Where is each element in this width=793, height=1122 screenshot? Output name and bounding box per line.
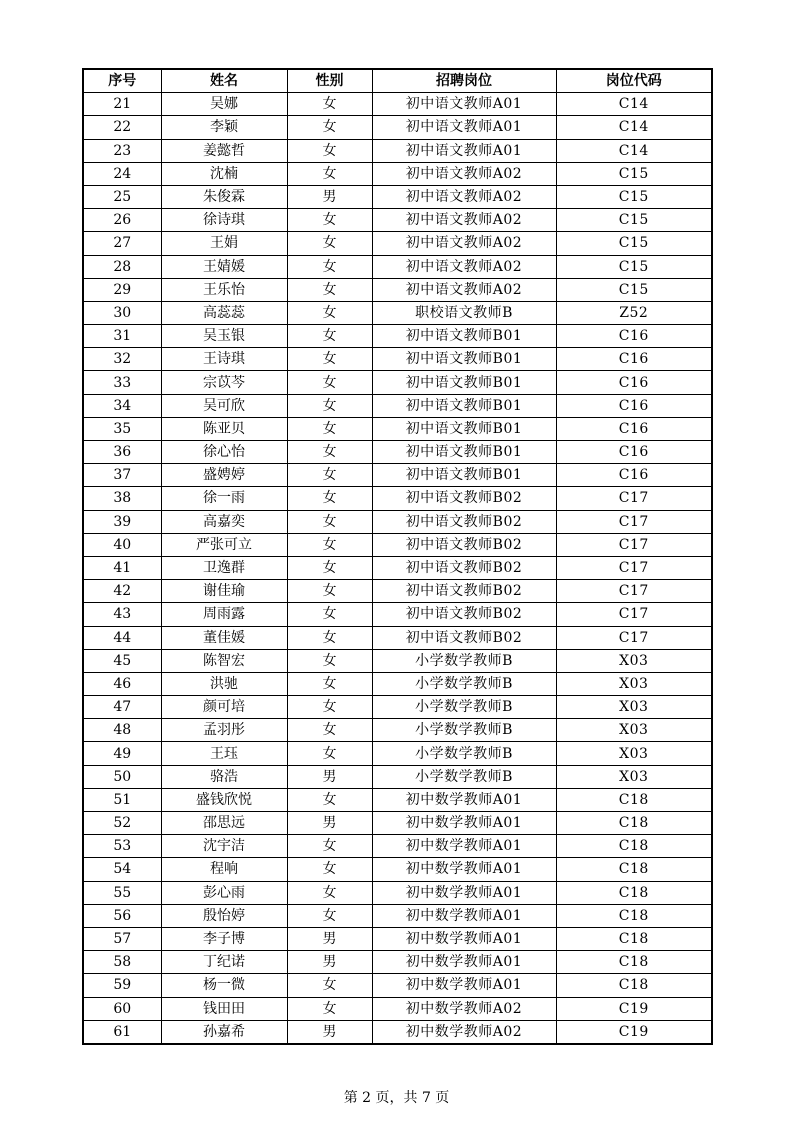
position-code-cell: C15: [556, 232, 712, 255]
position-code-cell: C14: [556, 139, 712, 162]
serial-number-cell: 47: [83, 696, 161, 719]
name-cell: 董佳媛: [161, 626, 287, 649]
position-cell: 初中语文教师A02: [372, 255, 556, 278]
gender-cell: 女: [287, 858, 372, 881]
position-code-cell: C18: [556, 858, 712, 881]
name-cell: 颜可培: [161, 696, 287, 719]
table-row: [83, 93, 712, 116]
position-code-cell: C15: [556, 255, 712, 278]
table-row: [83, 116, 712, 139]
table-row: [83, 603, 712, 626]
position-code-cell: X03: [556, 765, 712, 788]
position-cell: 初中语文教师B01: [372, 348, 556, 371]
gender-cell: 女: [287, 580, 372, 603]
header-serial-number: 序号: [83, 69, 161, 93]
position-cell: 初中语文教师A02: [372, 162, 556, 185]
serial-number-cell: 35: [83, 417, 161, 440]
serial-number-cell: 56: [83, 904, 161, 927]
position-cell: 初中语文教师B02: [372, 603, 556, 626]
name-cell: 吴玉银: [161, 325, 287, 348]
position-code-cell: C15: [556, 278, 712, 301]
name-cell: 沈宇洁: [161, 835, 287, 858]
position-code-cell: C14: [556, 93, 712, 116]
gender-cell: 女: [287, 255, 372, 278]
position-code-cell: C14: [556, 116, 712, 139]
name-cell: 宗苡芩: [161, 371, 287, 394]
position-code-cell: C17: [556, 556, 712, 579]
table-row: [83, 904, 712, 927]
table-body: [83, 93, 712, 1044]
serial-number-cell: 41: [83, 556, 161, 579]
position-code-cell: C16: [556, 371, 712, 394]
name-cell: 高蕊蕊: [161, 301, 287, 324]
position-cell: 初中语文教师A01: [372, 116, 556, 139]
position-code-cell: C19: [556, 1020, 712, 1044]
name-cell: 周雨露: [161, 603, 287, 626]
table-row: [83, 997, 712, 1020]
page-number-footer: 第 2 页，共 7 页: [343, 1090, 450, 1106]
position-code-cell: C17: [556, 626, 712, 649]
table-row: [83, 696, 712, 719]
position-cell: 初中数学教师A01: [372, 835, 556, 858]
position-cell: 初中语文教师A01: [372, 93, 556, 116]
table-row: [83, 672, 712, 695]
table-row: [83, 394, 712, 417]
serial-number-cell: 24: [83, 162, 161, 185]
candidate-table: [82, 68, 713, 1045]
position-code-cell: C16: [556, 325, 712, 348]
table-row: [83, 162, 712, 185]
gender-cell: 女: [287, 533, 372, 556]
serial-number-cell: 46: [83, 672, 161, 695]
table-row: [83, 835, 712, 858]
table-row: [83, 788, 712, 811]
table-row: [83, 742, 712, 765]
table-row: [83, 812, 712, 835]
position-cell: 初中语文教师B01: [372, 417, 556, 440]
position-code-cell: C17: [556, 487, 712, 510]
position-code-cell: C18: [556, 927, 712, 950]
name-cell: 徐诗琪: [161, 209, 287, 232]
name-cell: 谢佳瑜: [161, 580, 287, 603]
gender-cell: 女: [287, 417, 372, 440]
table-row: [83, 371, 712, 394]
table-row: [83, 580, 712, 603]
position-cell: 小学数学教师B: [372, 672, 556, 695]
gender-cell: 女: [287, 93, 372, 116]
serial-number-cell: 58: [83, 951, 161, 974]
gender-cell: 女: [287, 881, 372, 904]
name-cell: 徐一雨: [161, 487, 287, 510]
serial-number-cell: 55: [83, 881, 161, 904]
name-cell: 王诗琪: [161, 348, 287, 371]
gender-cell: 女: [287, 348, 372, 371]
name-cell: 吴可欣: [161, 394, 287, 417]
serial-number-cell: 21: [83, 93, 161, 116]
gender-cell: 女: [287, 603, 372, 626]
gender-cell: 女: [287, 162, 372, 185]
table-row: [83, 441, 712, 464]
position-cell: 小学数学教师B: [372, 649, 556, 672]
position-code-cell: X03: [556, 742, 712, 765]
gender-cell: 女: [287, 487, 372, 510]
position-cell: 小学数学教师B: [372, 742, 556, 765]
header-name: 姓名: [161, 69, 287, 93]
gender-cell: 女: [287, 464, 372, 487]
serial-number-cell: 51: [83, 788, 161, 811]
position-cell: 初中数学教师A01: [372, 904, 556, 927]
table-row: [83, 556, 712, 579]
name-cell: 王娟: [161, 232, 287, 255]
serial-number-cell: 60: [83, 997, 161, 1020]
serial-number-cell: 32: [83, 348, 161, 371]
serial-number-cell: 33: [83, 371, 161, 394]
gender-cell: 女: [287, 510, 372, 533]
table-row: [83, 881, 712, 904]
position-cell: 初中语文教师A02: [372, 185, 556, 208]
position-cell: 初中数学教师A02: [372, 997, 556, 1020]
table-row: [83, 487, 712, 510]
position-code-cell: C16: [556, 464, 712, 487]
name-cell: 陈智宏: [161, 649, 287, 672]
serial-number-cell: 27: [83, 232, 161, 255]
serial-number-cell: 29: [83, 278, 161, 301]
gender-cell: 女: [287, 325, 372, 348]
position-code-cell: C16: [556, 441, 712, 464]
gender-cell: 男: [287, 812, 372, 835]
position-cell: 初中语文教师B02: [372, 626, 556, 649]
name-cell: 朱俊霖: [161, 185, 287, 208]
position-code-cell: Z52: [556, 301, 712, 324]
header-position-code: 岗位代码: [556, 69, 712, 93]
position-cell: 初中语文教师A02: [372, 278, 556, 301]
serial-number-cell: 39: [83, 510, 161, 533]
position-cell: 初中语文教师B02: [372, 556, 556, 579]
gender-cell: 男: [287, 1020, 372, 1044]
gender-cell: 女: [287, 209, 372, 232]
name-cell: 杨一微: [161, 974, 287, 997]
serial-number-cell: 54: [83, 858, 161, 881]
serial-number-cell: 36: [83, 441, 161, 464]
name-cell: 李子博: [161, 927, 287, 950]
position-code-cell: C18: [556, 881, 712, 904]
serial-number-cell: 57: [83, 927, 161, 950]
position-cell: 初中语文教师B01: [372, 394, 556, 417]
serial-number-cell: 28: [83, 255, 161, 278]
position-code-cell: C17: [556, 533, 712, 556]
gender-cell: 女: [287, 441, 372, 464]
position-cell: 小学数学教师B: [372, 765, 556, 788]
table-row: [83, 464, 712, 487]
serial-number-cell: 48: [83, 719, 161, 742]
position-cell: 初中数学教师A01: [372, 927, 556, 950]
position-code-cell: C17: [556, 510, 712, 533]
position-cell: 初中数学教师A01: [372, 951, 556, 974]
header-position: 招聘岗位: [372, 69, 556, 93]
position-code-cell: C18: [556, 812, 712, 835]
table-row: [83, 927, 712, 950]
gender-cell: 女: [287, 278, 372, 301]
name-cell: 王婧媛: [161, 255, 287, 278]
position-cell: 初中数学教师A01: [372, 812, 556, 835]
position-cell: 初中语文教师B01: [372, 441, 556, 464]
gender-cell: 女: [287, 371, 372, 394]
serial-number-cell: 45: [83, 649, 161, 672]
gender-cell: 女: [287, 394, 372, 417]
table-row: [83, 626, 712, 649]
position-code-cell: C15: [556, 185, 712, 208]
position-cell: 初中语文教师A01: [372, 139, 556, 162]
name-cell: 严张可立: [161, 533, 287, 556]
header-gender: 性别: [287, 69, 372, 93]
position-code-cell: C16: [556, 394, 712, 417]
table-header: [83, 69, 712, 93]
name-cell: 高嘉奕: [161, 510, 287, 533]
position-cell: 初中语文教师B02: [372, 580, 556, 603]
table-row: [83, 765, 712, 788]
name-cell: 钱田田: [161, 997, 287, 1020]
position-cell: 小学数学教师B: [372, 696, 556, 719]
table-row: [83, 951, 712, 974]
name-cell: 王珏: [161, 742, 287, 765]
serial-number-cell: 25: [83, 185, 161, 208]
position-code-cell: C18: [556, 904, 712, 927]
serial-number-cell: 40: [83, 533, 161, 556]
table-row: [83, 974, 712, 997]
position-code-cell: C18: [556, 951, 712, 974]
name-cell: 盛钱欣悦: [161, 788, 287, 811]
name-cell: 吴娜: [161, 93, 287, 116]
table-row: [83, 185, 712, 208]
name-cell: 李颖: [161, 116, 287, 139]
serial-number-cell: 34: [83, 394, 161, 417]
table-row: [83, 348, 712, 371]
serial-number-cell: 37: [83, 464, 161, 487]
position-cell: 初中语文教师B01: [372, 325, 556, 348]
table-row: [83, 858, 712, 881]
name-cell: 程响: [161, 858, 287, 881]
serial-number-cell: 22: [83, 116, 161, 139]
position-cell: 初中数学教师A01: [372, 881, 556, 904]
name-cell: 骆浩: [161, 765, 287, 788]
gender-cell: 女: [287, 997, 372, 1020]
position-cell: 职校语文教师B: [372, 301, 556, 324]
gender-cell: 男: [287, 765, 372, 788]
name-cell: 洪驰: [161, 672, 287, 695]
serial-number-cell: 49: [83, 742, 161, 765]
name-cell: 沈楠: [161, 162, 287, 185]
position-cell: 初中语文教师A02: [372, 232, 556, 255]
position-code-cell: X03: [556, 649, 712, 672]
serial-number-cell: 38: [83, 487, 161, 510]
name-cell: 徐心怡: [161, 441, 287, 464]
gender-cell: 女: [287, 719, 372, 742]
position-cell: 初中语文教师B02: [372, 487, 556, 510]
table-row: [83, 533, 712, 556]
gender-cell: 男: [287, 951, 372, 974]
gender-cell: 女: [287, 626, 372, 649]
gender-cell: 女: [287, 742, 372, 765]
table-row: [83, 325, 712, 348]
gender-cell: 女: [287, 974, 372, 997]
serial-number-cell: 53: [83, 835, 161, 858]
position-cell: 初中语文教师B02: [372, 510, 556, 533]
position-code-cell: C19: [556, 997, 712, 1020]
position-code-cell: C17: [556, 580, 712, 603]
serial-number-cell: 50: [83, 765, 161, 788]
gender-cell: 女: [287, 649, 372, 672]
serial-number-cell: 59: [83, 974, 161, 997]
name-cell: 孟羽彤: [161, 719, 287, 742]
position-cell: 初中数学教师A01: [372, 788, 556, 811]
serial-number-cell: 31: [83, 325, 161, 348]
header-row: [83, 69, 712, 93]
position-code-cell: C17: [556, 603, 712, 626]
gender-cell: 女: [287, 696, 372, 719]
table-row: [83, 649, 712, 672]
position-code-cell: C16: [556, 417, 712, 440]
serial-number-cell: 23: [83, 139, 161, 162]
gender-cell: 女: [287, 788, 372, 811]
name-cell: 陈亚贝: [161, 417, 287, 440]
name-cell: 盛娉婷: [161, 464, 287, 487]
gender-cell: 男: [287, 185, 372, 208]
serial-number-cell: 43: [83, 603, 161, 626]
gender-cell: 女: [287, 835, 372, 858]
gender-cell: 女: [287, 232, 372, 255]
table-row: [83, 255, 712, 278]
name-cell: 彭心雨: [161, 881, 287, 904]
name-cell: 卫逸群: [161, 556, 287, 579]
position-cell: 初中语文教师A02: [372, 209, 556, 232]
name-cell: 邵思远: [161, 812, 287, 835]
name-cell: 王乐怡: [161, 278, 287, 301]
position-code-cell: C18: [556, 974, 712, 997]
gender-cell: 女: [287, 904, 372, 927]
serial-number-cell: 26: [83, 209, 161, 232]
gender-cell: 女: [287, 301, 372, 324]
gender-cell: 女: [287, 139, 372, 162]
gender-cell: 男: [287, 927, 372, 950]
serial-number-cell: 61: [83, 1020, 161, 1044]
gender-cell: 女: [287, 116, 372, 139]
position-code-cell: C16: [556, 348, 712, 371]
position-code-cell: C15: [556, 209, 712, 232]
position-code-cell: C18: [556, 788, 712, 811]
position-cell: 小学数学教师B: [372, 719, 556, 742]
serial-number-cell: 30: [83, 301, 161, 324]
position-cell: 初中数学教师A01: [372, 858, 556, 881]
position-code-cell: C15: [556, 162, 712, 185]
serial-number-cell: 42: [83, 580, 161, 603]
position-cell: 初中数学教师A01: [372, 974, 556, 997]
position-cell: 初中语文教师B02: [372, 533, 556, 556]
table-row: [83, 719, 712, 742]
serial-number-cell: 44: [83, 626, 161, 649]
position-code-cell: X03: [556, 672, 712, 695]
table-row: [83, 417, 712, 440]
table-row: [83, 510, 712, 533]
position-code-cell: X03: [556, 719, 712, 742]
gender-cell: 女: [287, 556, 372, 579]
table-row: [83, 139, 712, 162]
table-row: [83, 278, 712, 301]
serial-number-cell: 52: [83, 812, 161, 835]
position-cell: 初中数学教师A02: [372, 1020, 556, 1044]
table-row: [83, 1020, 712, 1044]
position-cell: 初中语文教师B01: [372, 464, 556, 487]
name-cell: 丁纪诺: [161, 951, 287, 974]
table-row: [83, 232, 712, 255]
table-row: [83, 301, 712, 324]
position-code-cell: X03: [556, 696, 712, 719]
position-code-cell: C18: [556, 835, 712, 858]
name-cell: 姜懿哲: [161, 139, 287, 162]
table-row: [83, 209, 712, 232]
name-cell: 殷怡婷: [161, 904, 287, 927]
name-cell: 孙嘉希: [161, 1020, 287, 1044]
position-cell: 初中语文教师B01: [372, 371, 556, 394]
gender-cell: 女: [287, 672, 372, 695]
